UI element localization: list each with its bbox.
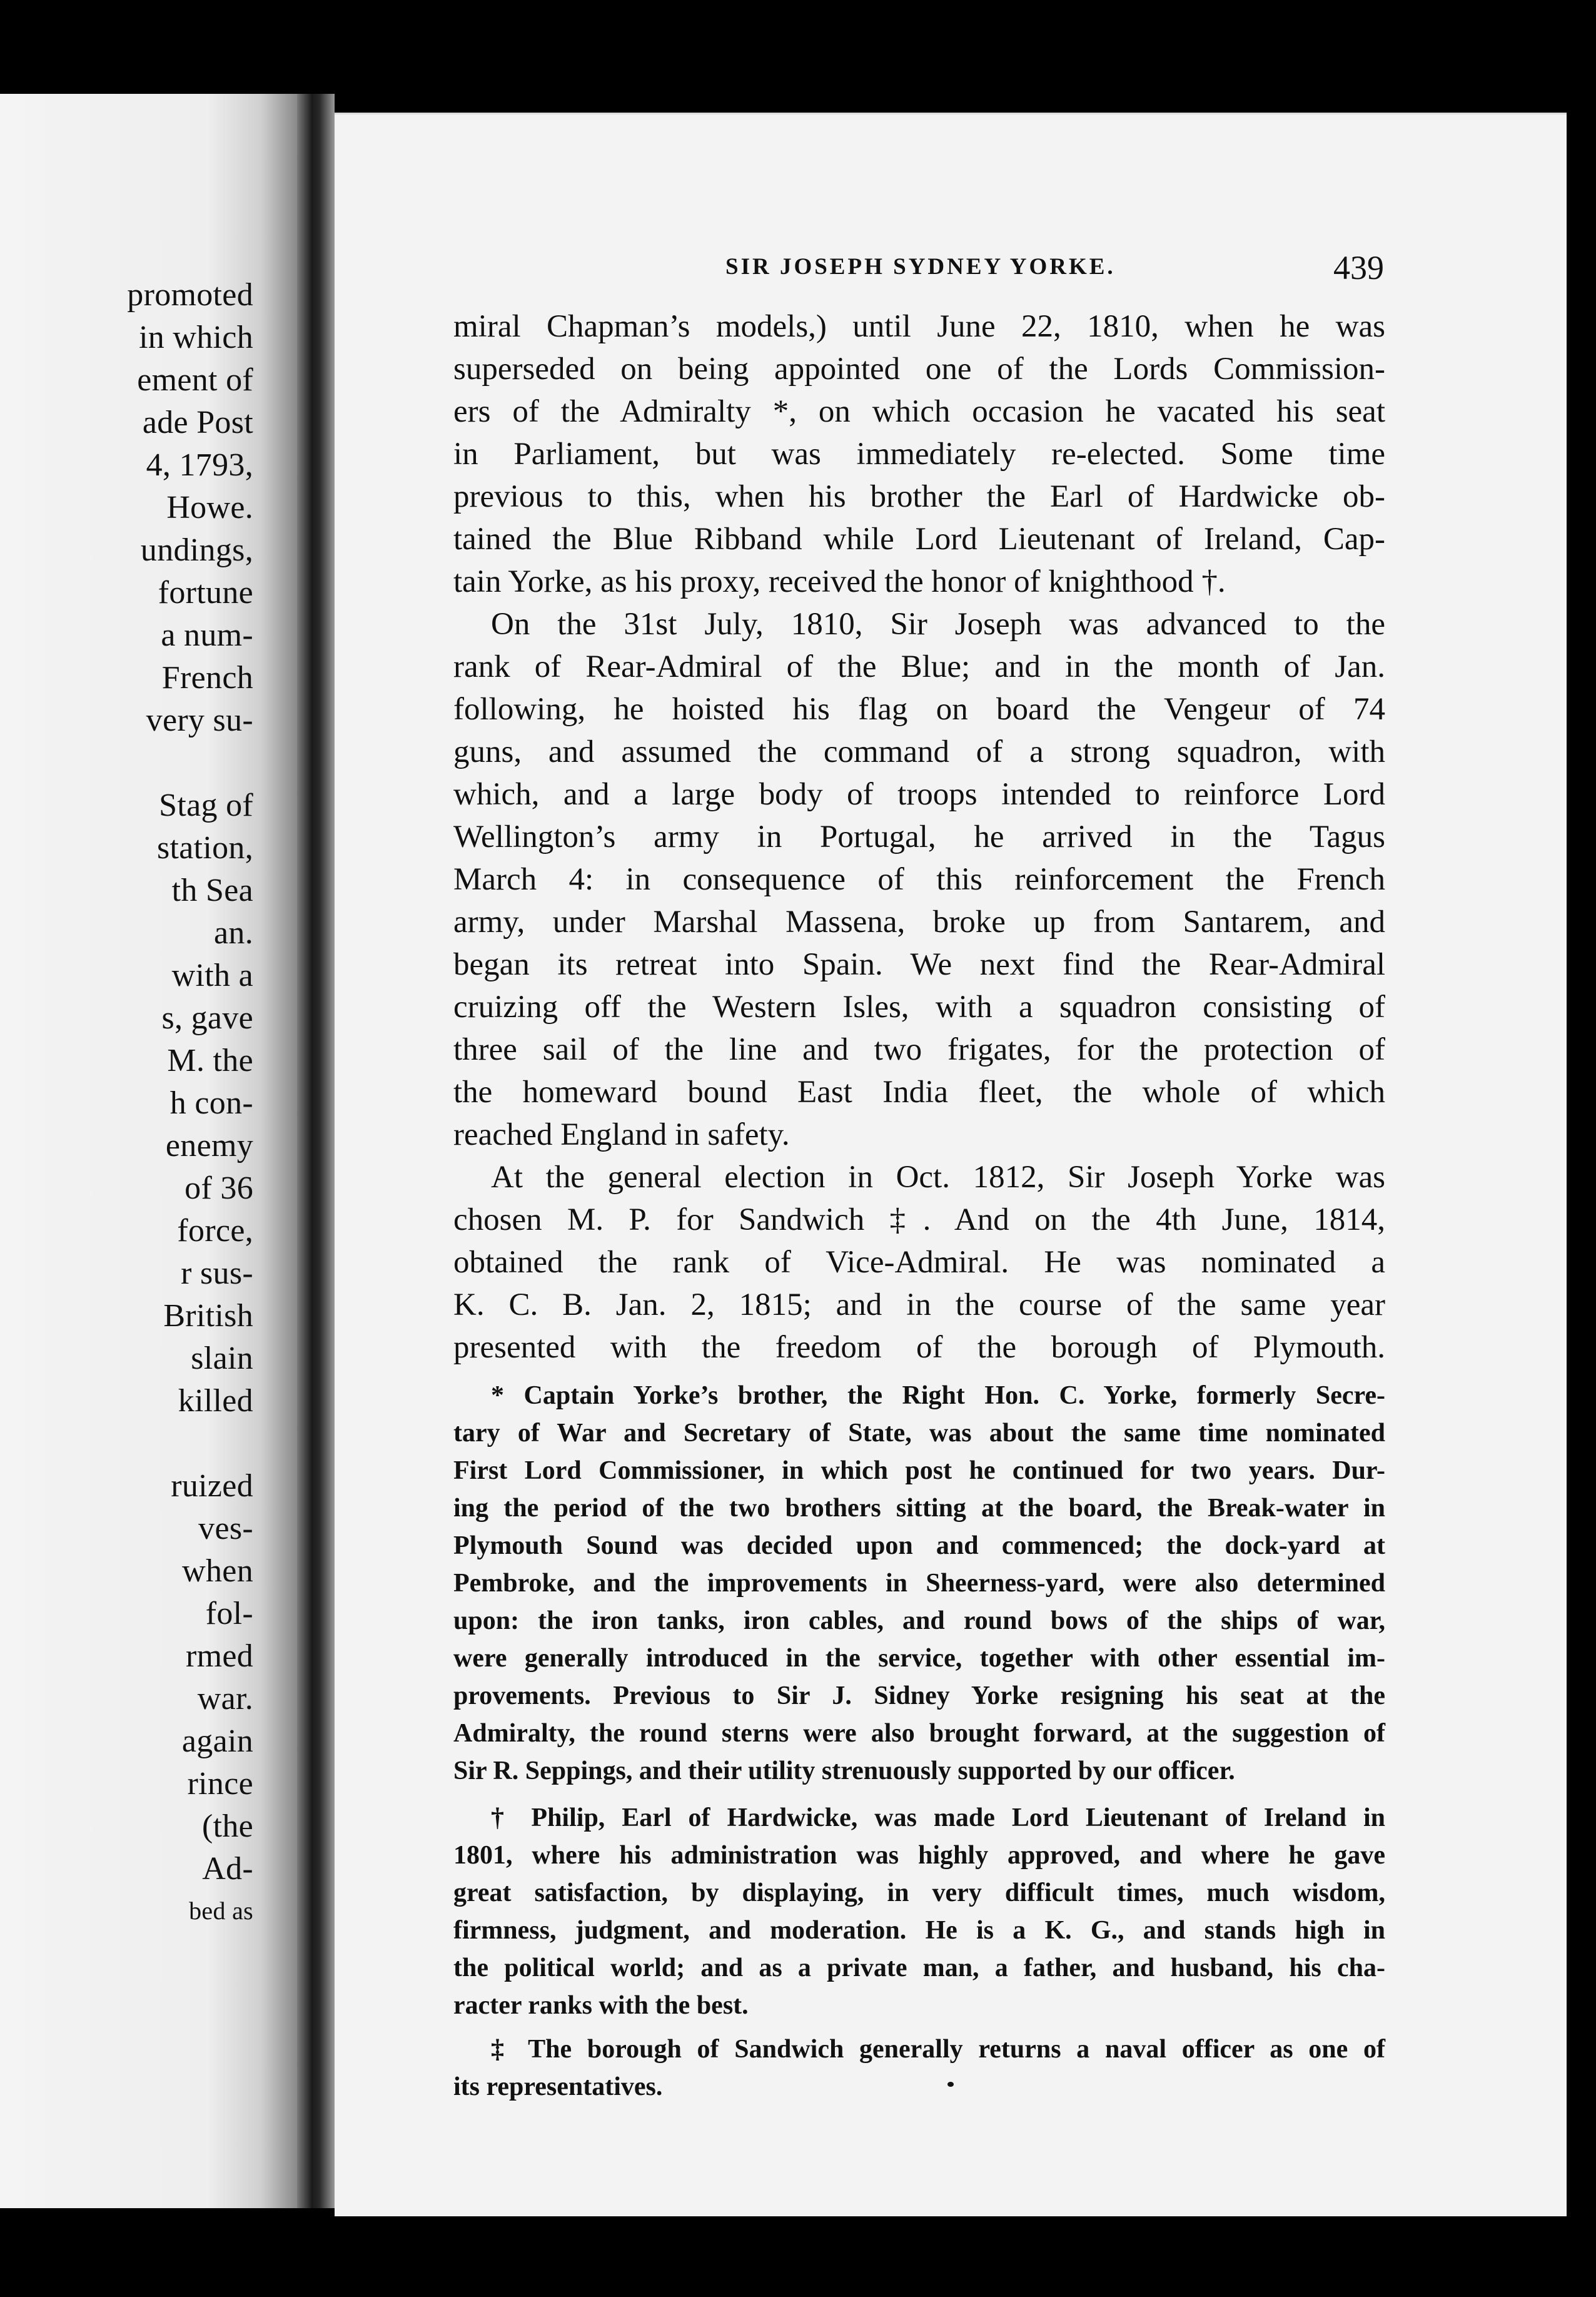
book-gutter (297, 94, 335, 2208)
left-page-line: fol- (205, 1596, 253, 1631)
footnote-line: First Lord Commissioner, in which post he continued for two years. Dur- (453, 1456, 1385, 1485)
body-line: previous to this, when his brother the Earl of Hardwicke ob- (453, 479, 1385, 514)
left-page-line: Stag of (159, 788, 253, 823)
body-line: presented with the freedom of the borough of Plymouth. (453, 1330, 1385, 1365)
left-page-line: undings, (140, 532, 253, 568)
right-page (335, 113, 1567, 2216)
body-line: rank of Rear-Admiral of the Blue; and in the month of Jan. (453, 649, 1385, 684)
page-number: 439 (1333, 249, 1384, 286)
body-line: army, under Marshal Massena, broke up from Santarem, and (453, 905, 1385, 940)
body-line: ers of the Admiralty *, on which occasion he vacated his seat (453, 394, 1385, 429)
body-line: in Parliament, but was immediately re-elected. Some time (453, 437, 1385, 472)
body-line: tain Yorke, as his proxy, received the honor of knighthood †. (453, 564, 1226, 599)
left-page-line: with a (171, 958, 253, 993)
body-line: cruizing off the Western Isles, with a squadron consisting of (453, 990, 1385, 1025)
body-line: the homeward bound East India fleet, the whole of which (453, 1075, 1385, 1110)
body-line: guns, and assumed the command of a strong squadron, with (453, 734, 1385, 769)
footnote-line: upon: the iron tanks, iron cables, and round bows of the ships of war, (453, 1606, 1385, 1635)
footnote-line: tary of War and Secretary of State, was about the same time nominated (453, 1419, 1385, 1448)
left-page-line: war. (197, 1681, 253, 1716)
left-page-line: (the (201, 1808, 253, 1844)
body-line: March 4: in consequence of this reinforcement the French (453, 862, 1385, 897)
left-page-line: of 36 (184, 1170, 253, 1206)
left-page-line: French (161, 660, 253, 696)
body-line: obtained the rank of Vice-Admiral. He was nominated a (453, 1245, 1385, 1280)
left-page-line: M. the (167, 1043, 253, 1078)
body-line: three sail of the line and two frigates, for the protection of (453, 1032, 1385, 1067)
left-page-line: th Sea (171, 873, 253, 908)
left-page-line: British (163, 1298, 253, 1334)
left-page-line: killed (178, 1383, 253, 1419)
left-page-line: ruized (171, 1468, 253, 1504)
footnote-line: * Captain Yorke’s brother, the Right Hon. C. Yorke, formerly Secre- (491, 1381, 1385, 1410)
left-page-line: Ad- (202, 1851, 253, 1887)
body-line: superseded on being appointed one of the Lords Commission- (453, 352, 1385, 387)
left-page-line: rince (187, 1766, 253, 1802)
left-page-line: station, (156, 830, 253, 866)
left-page-line: bed as (189, 1897, 253, 1925)
footnote-line: † Philip, Earl of Hardwicke, was made Lord Lieutenant of Ireland in (491, 1803, 1385, 1832)
body-line: Wellington’s army in Portugal, he arrived in the Tagus (453, 819, 1385, 854)
left-page-line: enemy (165, 1128, 253, 1164)
left-page-line: 4, 1793, (146, 447, 253, 483)
body-line: following, he hoisted his flag on board the Vengeur of 74 (453, 692, 1385, 727)
left-page-line: ade Post (142, 405, 253, 440)
body-line: reached England in safety. (453, 1117, 790, 1152)
footnote-line: Admiralty, the round sterns were also brought forward, at the suggestion of (453, 1719, 1385, 1748)
footnote-line: firmness, judgment, and moderation. He is a K. G., and stands high in (453, 1916, 1385, 1945)
footnote-line: its representatives. (453, 2072, 663, 2101)
left-page-line: Howe. (166, 490, 253, 525)
footnote-line: were generally introduced in the service, together with other essential im- (453, 1644, 1385, 1673)
footnote-line: ing the period of the two brothers sitting at the board, the Break-water in (453, 1494, 1385, 1523)
left-page-line: an. (214, 915, 253, 951)
left-page-line: ves- (198, 1511, 253, 1546)
body-line: On the 31st July, 1810, Sir Joseph was advanced to the (491, 607, 1385, 642)
body-line: began its retreat into Spain. We next find the Rear-Admiral (453, 947, 1385, 982)
left-page-line: in which (139, 320, 253, 355)
left-page-line: rmed (185, 1638, 253, 1674)
left-page-line: when (182, 1553, 253, 1589)
footnote-line: Pembroke, and the improvements in Sheerness-yard, were also determined (453, 1569, 1385, 1598)
body-line: which, and a large body of troops intended to reinforce Lord (453, 777, 1385, 812)
left-page-line: fortune (158, 575, 253, 611)
footnote-line: Sir R. Seppings, and their utility strenuously supported by our officer. (453, 1757, 1235, 1785)
footnote-line: racter ranks with the best. (453, 1991, 749, 2020)
left-page-line: again (181, 1723, 253, 1759)
left-page-line: h con- (169, 1085, 253, 1121)
left-page-line: ement of (137, 362, 253, 398)
footnote-line: 1801, where his administration was highly approved, and where he gave (453, 1841, 1385, 1870)
left-page-line: force, (177, 1213, 253, 1249)
body-line: tained the Blue Ribband while Lord Lieutenant of Ireland, Cap- (453, 522, 1385, 557)
page-header (335, 249, 1567, 291)
left-page-line: r sus- (181, 1255, 253, 1291)
footnote-line: great satisfaction, by displaying, in very difficult times, much wisdom, (453, 1879, 1385, 1907)
body-line: chosen M. P. for Sandwich ‡. And on the 4th June, 1814, (453, 1202, 1385, 1237)
left-page-line: slain (191, 1341, 253, 1376)
footnote-line: provements. Previous to Sir J. Sidney Yorke resigning his seat at the (453, 1681, 1385, 1710)
body-line: K. C. B. Jan. 2, 1815; and in the course of the same year (453, 1287, 1385, 1322)
left-page-line: very su- (146, 702, 253, 738)
body-line: At the general election in Oct. 1812, Sir Joseph Yorke was (491, 1160, 1385, 1195)
running-title: SIR JOSEPH SYDNEY YORKE. (725, 254, 1116, 280)
footnote-line: the political world; and as a private man, a father, and husband, his cha- (453, 1954, 1385, 1982)
left-page-line: a num- (161, 617, 253, 653)
footnote-line: ‡ The borough of Sandwich generally returns a naval officer as one of (491, 2035, 1385, 2064)
footnote-line: Plymouth Sound was decided upon and commenced; the dock-yard at (453, 1531, 1385, 1560)
body-line: miral Chapman’s models,) until June 22, 1810, when he was (453, 309, 1385, 344)
left-page-line: promoted (127, 277, 253, 313)
ink-spot (947, 2082, 954, 2087)
left-page-fragment (0, 94, 297, 2208)
left-page-line: s, gave (161, 1000, 253, 1036)
